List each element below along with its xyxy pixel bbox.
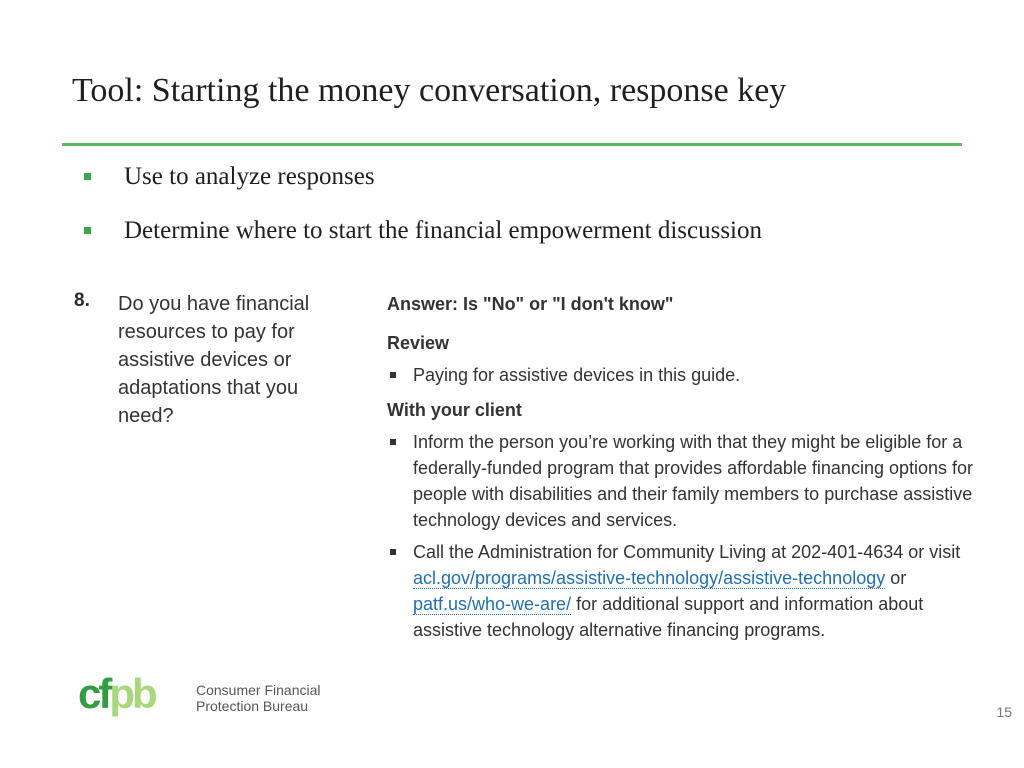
bullet-icon [390,439,396,445]
review-heading: Review [387,333,450,353]
title-divider [62,143,962,146]
client-item-text-before: Call the Administration for Community Living at 202-401-4634 or visit [413,542,961,562]
answer-heading: Answer: Is "No" or "I don't know" [387,294,674,314]
bullet-icon [390,372,396,378]
square-bullet-icon [84,227,91,234]
bullet-item [82,160,762,214]
client-heading: With your client [387,400,522,420]
svg-text:cfpb: cfpb [78,672,155,717]
agency-name [196,682,321,714]
cfpb-wordmark-icon [78,672,190,724]
client-item-text-between: or [885,568,907,588]
client-item-text-after: for additional support and information about assistive technology alternative financing programs. [413,594,924,640]
review-item-text: Paying for assistive devices in this guide. [413,365,741,385]
bullet-icon [390,549,396,555]
client-item-text: Inform the person you’re working with that they might be eligible for a federally-funded program that provides affordable financing options for people with disabilities and their family members to purchase assistive technology devices and services. [413,432,974,530]
review-list [387,362,997,388]
cfpb-logo [78,672,348,724]
bullet-text: Use to analyze responses [124,163,375,190]
page-number: 15 [996,704,1012,720]
bullet-text: Determine where to start the financial empowerment discussion [124,217,762,244]
agency-name-line: Protection Bureau [196,698,309,714]
bullet-item [82,214,762,268]
patf-link[interactable]: patf.us/who-we-are/ [413,594,572,614]
question-text: Do you have financial resources to pay for assistive devices or adaptations that you need? [118,293,310,427]
answer-column [387,294,997,655]
response-key-excerpt [74,290,994,690]
question-number: 8. [74,290,90,311]
square-bullet-icon [84,173,91,180]
acl-link[interactable]: acl.gov/programs/assistive-technology/assistive-technology [413,568,886,588]
list-item [387,429,997,533]
slide-title: Tool: Starting the money conversation, response key [72,72,787,109]
agency-name-line: Consumer Financial [196,682,321,698]
client-list [387,429,997,643]
list-item [387,362,997,388]
bullet-list [82,160,762,268]
list-item [387,539,997,643]
